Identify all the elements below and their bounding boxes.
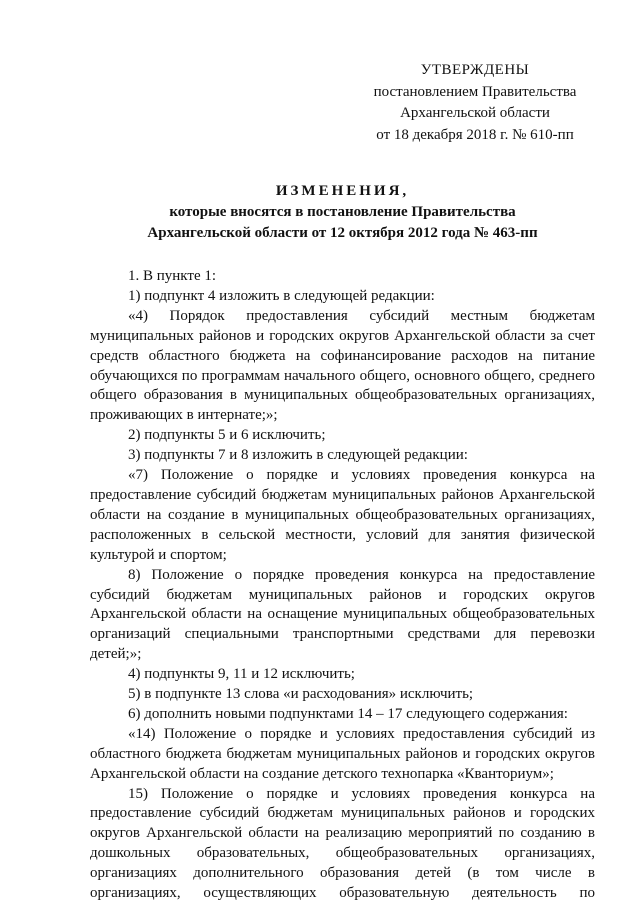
paragraph-subitem-1: 1) подпункт 4 изложить в следующей редакции: [128, 287, 435, 304]
title-subtitle-2: Архангельской области от 12 октября 2012 года № 463-пп [147, 225, 538, 241]
approval-stamp [360, 60, 590, 146]
approval-line-1: постановлением Правительства [373, 83, 577, 100]
approval-heading: УТВЕРЖДЕНЫ [420, 62, 530, 78]
paragraph-subitem-2: 2) подпункты 5 и 6 исключить; [128, 427, 326, 444]
paragraph-subitem-6: 6) дополнить новыми подпунктами 14 – 17 следующего содержания: [128, 705, 568, 722]
paragraph-quote-15: 15) Положение о порядке и условиях проведения конкурса на предоставление субсидий бюджетам муниципальных районов и городских округов Архангельской области на реализацию мероприятий по созданию в дошкольных образовательных, общеобразовательных организациях, организациях дополнительного образования детей (в том числе в организациях, осуществляющих образовательную деятельность по [90, 785, 595, 902]
approval-line-2: Архангельской области [400, 105, 550, 121]
paragraph-subitem-3: 3) подпункты 7 и 8 изложить в следующей редакции: [128, 447, 468, 464]
document-body [90, 267, 595, 904]
paragraph-subitem-4: 4) подпункты 9, 11 и 12 исключить; [128, 666, 355, 683]
paragraph-subitem-5: 5) в подпункте 13 слова «и расходования» исключить; [128, 686, 474, 703]
document-title [90, 181, 595, 244]
approval-line-3: от 18 декабря 2018 г. № 610-пп [376, 126, 574, 143]
paragraph-quote-7: «7) Положение о порядке и условиях проведения конкурса на предоставление субсидий бюджетам муниципальных районов Архангельской области на создание в муниципальных общеобразовательных организациях, расположенных в сельской местности, условий для занятия физической культурой и спортом; [90, 467, 595, 563]
title-subtitle-1: которые вносятся в постановление Правительства [169, 204, 516, 220]
paragraph-quote-14: «14) Положение о порядке и условиях предоставления субсидий из областного бюджета бюджетам муниципальных районов и городских округов Архангельской области на создание детского технопарка «Кванториум»; [90, 725, 595, 782]
paragraph-quote-8: 8) Положение о порядке проведения конкурса на предоставление субсидий бюджетам муниципальных районов и городских округов Архангельской области на оснащение муниципальных общеобразовательных организаций специальными транспортными средствами для перевозки детей;»; [90, 566, 595, 663]
paragraph-item-1: 1. В пункте 1: [128, 268, 217, 284]
title-main: ИЗМЕНЕНИЯ, [275, 183, 410, 199]
paragraph-quote-4: «4) Порядок предоставления субсидий местным бюджетам муниципальных районов и городских округов Архангельской области за счет средств областного бюджета на софинансирование расходов на питание обучающихся по программам начального общего, основного общего, среднего общего образования в муниципальных общеобразовательных организациях, проживающих в интернате;»; [90, 307, 595, 424]
